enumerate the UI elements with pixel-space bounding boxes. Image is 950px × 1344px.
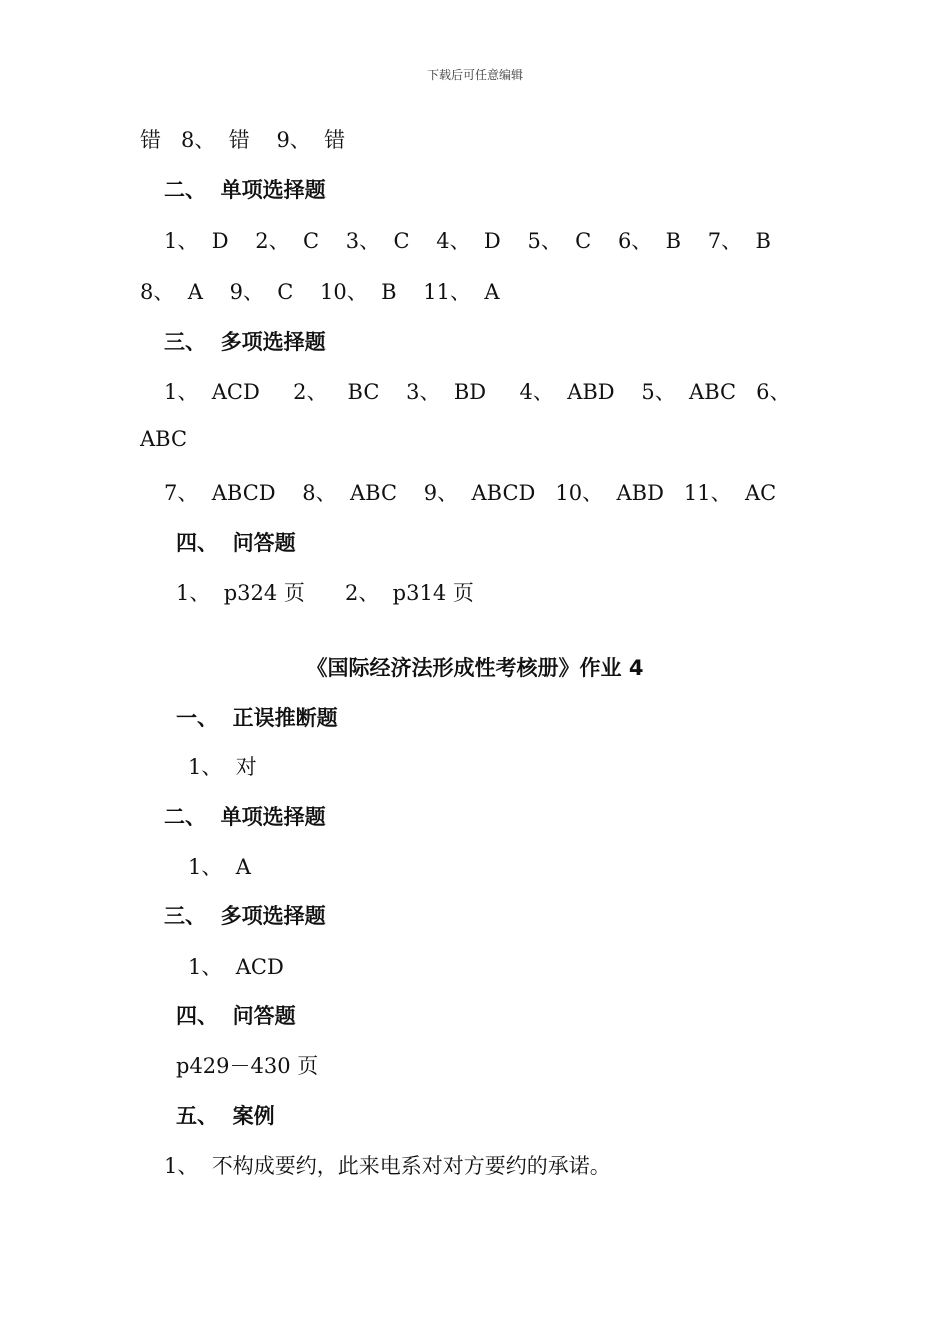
section-heading-single-choice: 二、 单项选择题	[164, 178, 326, 202]
multiple-choice-answers-line-1: 1、 ACD 2、 BC 3、 BD 4、 ABD 5、 ABC 6、	[164, 380, 791, 404]
section-heading-true-false: 一、 正误推断题	[176, 706, 338, 730]
section-heading-case: 五、 案例	[176, 1104, 275, 1128]
multiple-choice-answers-line-3: 7、 ABCD 8、 ABC 9、 ABCD 10、 ABD 11、 AC	[164, 481, 777, 505]
truefalse-answer: 1、 对	[188, 755, 257, 779]
section-heading-single-choice-2: 二、 单项选择题	[164, 805, 326, 829]
section-heading-multiple-choice-2: 三、 多项选择题	[164, 904, 326, 928]
single-choice-answers-line-1: 1、 D 2、 C 3、 C 4、 D 5、 C 6、 B 7、 B	[164, 229, 771, 253]
section-heading-qa: 四、 问答题	[176, 531, 296, 555]
qa-answers-line: 1、 p324 页 2、 p314 页	[176, 581, 474, 605]
case-answer: 1、 不构成要约，此来电系对对方要约的承诺。	[164, 1154, 611, 1178]
single-choice-answers-line-2: 8、 A 9、 C 10、 B 11、 A	[140, 280, 500, 304]
assignment-title: 《国际经济法形成性考核册》作业 4	[306, 656, 644, 680]
section-heading-qa-2: 四、 问答题	[176, 1004, 296, 1028]
section-heading-multiple-choice: 三、 多项选择题	[164, 330, 326, 354]
qa-answer: p429－430 页	[176, 1054, 319, 1078]
page-header: 下载后可任意编辑	[426, 68, 523, 82]
multiple-choice-answers-line-2: ABC	[140, 427, 188, 451]
truefalse-answers-line: 错 8、 错 9、 错	[140, 128, 346, 152]
single-choice-answer: 1、 A	[188, 855, 251, 879]
multiple-choice-answer: 1、 ACD	[188, 955, 284, 979]
